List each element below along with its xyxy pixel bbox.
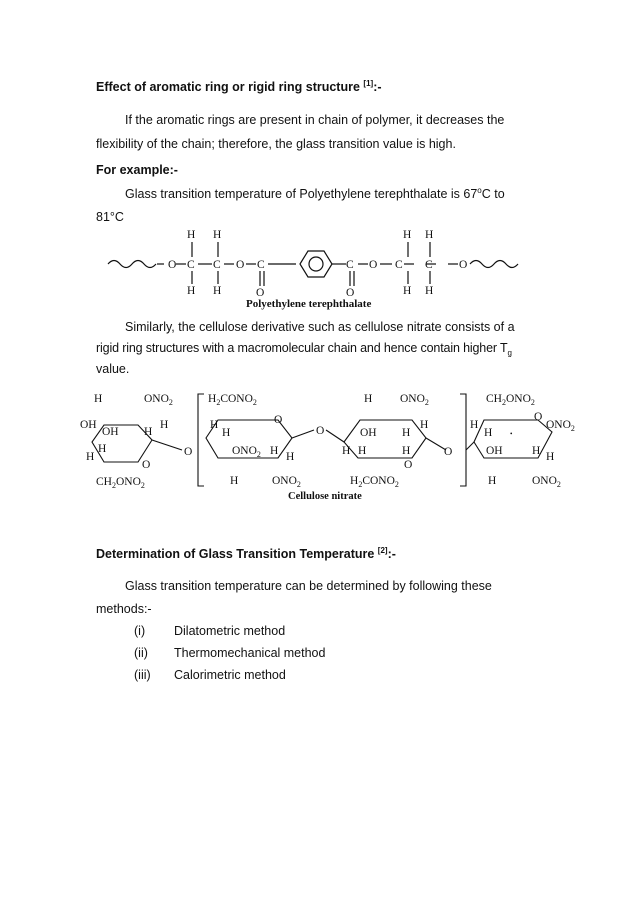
atom-label: O	[444, 446, 453, 458]
atom-label: H	[358, 445, 367, 457]
atom-label: H	[484, 427, 493, 439]
list-item: Dilatometric method	[174, 624, 286, 638]
atom-label: O	[316, 425, 325, 437]
nitrate-label: $ONO_2$	[532, 475, 561, 489]
tg-subscript: g	[507, 348, 512, 358]
bracket-left	[198, 394, 204, 486]
atom-label: O	[142, 459, 151, 471]
atom-label: H	[230, 475, 239, 487]
text-run: Glass transition temperature of Polyethylene terephthalate is 67	[125, 187, 478, 201]
citation-ref: [1]	[363, 78, 374, 88]
example-label: For example:-	[96, 163, 178, 177]
atom-label: H	[546, 451, 555, 463]
heading-text: Determination of Glass Transition Temperature	[96, 547, 375, 561]
cellulose-caption: Cellulose nitrate	[288, 491, 362, 502]
cellulose-nitrate-diagram	[82, 390, 582, 506]
atom-label: H	[286, 451, 295, 463]
atom-label: C	[257, 259, 265, 271]
paragraph-line: value.	[96, 362, 130, 376]
atom-label: H	[402, 427, 411, 439]
atom-label: H	[187, 229, 196, 241]
atom-label: O	[459, 259, 468, 271]
nitrate-label: $ONO_2$	[400, 393, 429, 407]
atom-label: H	[488, 475, 497, 487]
nitrate-label: $ONO_2$	[232, 445, 261, 459]
atom-label: H	[420, 419, 429, 431]
list-item-number: (i)	[134, 624, 146, 638]
atom-label: O	[404, 459, 413, 471]
atom-label: O	[369, 259, 378, 271]
glucose-ring-3	[344, 419, 429, 458]
atom-label: H	[94, 393, 103, 405]
atom-label: H	[210, 419, 219, 431]
atom-label: O	[236, 259, 245, 271]
atom-label: O	[256, 287, 265, 299]
atom-label: C	[425, 259, 433, 271]
text-run: C to	[481, 187, 505, 201]
heading-suffix: :-	[387, 547, 396, 561]
section-heading-aromatic	[96, 80, 382, 94]
atom-label: H	[270, 445, 279, 457]
paragraph-line: Similarly, the cellulose derivative such as cellulose nitrate consists of a	[125, 320, 515, 334]
wavy-chain-left	[108, 261, 156, 268]
degree-sup: o	[477, 185, 482, 195]
citation-ref: [2]	[377, 545, 388, 555]
list-item-number: (iii)	[134, 668, 151, 682]
text-run: rigid ring structures with a macromolecular chain and hence contain higher T	[96, 341, 508, 355]
heading-suffix: :-	[373, 80, 382, 94]
atom-label: O	[346, 287, 355, 299]
atom-label: C	[213, 259, 221, 271]
paragraph-line: Glass transition temperature can be determined by following these	[125, 579, 492, 593]
atom-label: H	[402, 445, 411, 457]
atom-label: OH	[486, 445, 503, 457]
atom-label: O	[534, 411, 543, 423]
atom-label: H	[213, 285, 222, 297]
atom-label: OH	[360, 427, 377, 439]
atom-label: H	[532, 445, 541, 457]
paragraph-line	[96, 341, 512, 358]
nitrate-label: $ONO_2$	[144, 393, 173, 407]
atom-label: OH	[102, 426, 119, 438]
paragraph-line: If the aromatic rings are present in chain of polymer, it decreases the	[125, 113, 505, 127]
paragraph-line: 81°C	[96, 210, 124, 224]
list-item: Calorimetric method	[174, 668, 286, 682]
atom-label: H	[403, 285, 412, 297]
atom-label: OH	[80, 419, 97, 431]
nitrate-label: $ONO_2$	[546, 419, 575, 433]
wavy-chain-right	[470, 261, 518, 268]
atom-label: H	[144, 426, 153, 438]
list-item: Thermomechanical method	[174, 646, 326, 660]
list-item-number: (ii)	[134, 646, 148, 660]
atom-label: H	[364, 393, 373, 405]
group-label: $CH_2ONO_2$	[96, 476, 145, 490]
group-label: $CH_2ONO_2$	[486, 393, 535, 407]
atom-label: H	[187, 285, 196, 297]
atom-label: H	[425, 229, 434, 241]
benzene-ring	[300, 251, 332, 277]
atom-label: H	[86, 451, 95, 463]
atom-label: C	[187, 259, 195, 271]
heading-text: Effect of aromatic ring or rigid ring structure	[96, 80, 360, 94]
group-label: $H_2CONO_2$	[208, 393, 257, 407]
pet-structure-diagram	[100, 224, 530, 310]
atom-label: C	[395, 259, 403, 271]
bracket-right	[460, 394, 466, 486]
nitrate-label: $ONO_2$	[272, 475, 301, 489]
atom-label: H	[160, 419, 169, 431]
atom-label: H	[470, 419, 479, 431]
atom-label: H	[222, 427, 231, 439]
atom-label: H	[213, 229, 222, 241]
atom-label: H	[342, 445, 351, 457]
atom-label: C	[346, 259, 354, 271]
paragraph-line: methods:-	[96, 602, 152, 616]
group-label: $H_2CONO_2$	[350, 475, 399, 489]
atom-label: O	[168, 259, 177, 271]
dot-mark: •	[510, 430, 513, 438]
atom-label: O	[274, 414, 283, 426]
atom-label: H	[403, 229, 412, 241]
paragraph-line: flexibility of the chain; therefore, the glass transition value is high.	[96, 137, 456, 151]
pet-caption: Polyethylene terephthalate	[246, 298, 372, 310]
atom-label: H	[425, 285, 434, 297]
atom-label: O	[184, 446, 193, 458]
section-heading-determination	[96, 547, 396, 561]
paragraph-line	[125, 187, 505, 201]
atom-label: H	[98, 443, 107, 455]
